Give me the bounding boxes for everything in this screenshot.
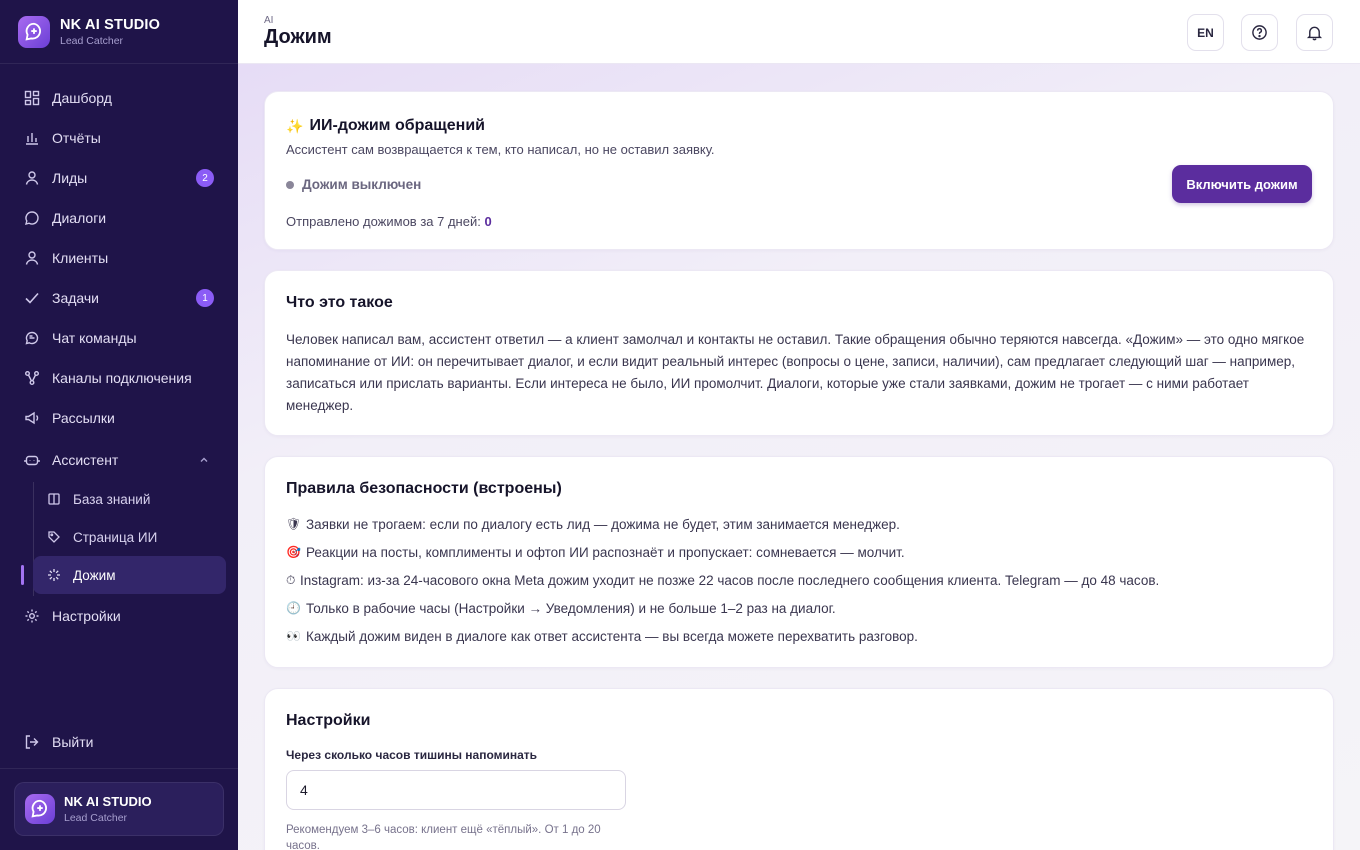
help-icon (1251, 24, 1268, 41)
followup-title: ИИ-дожим обращений (309, 117, 486, 134)
sidebar-item-ai-page[interactable] (33, 518, 226, 556)
rule-item (286, 622, 1316, 650)
rules-list (286, 510, 1316, 650)
sidebar-item-label: Диалоги (52, 210, 107, 226)
sidebar-item-mailings[interactable] (0, 398, 238, 438)
logout-button[interactable] (0, 722, 238, 762)
settings-title: Настройки (286, 712, 371, 729)
rule-text: Каждый дожим виден в диалоге как ответ ассистента — вы всегда можете перехватить разговор. (306, 628, 918, 644)
sidebar-item-label: Ассистент (52, 452, 119, 468)
sidebar-item-label: База знаний (73, 491, 151, 507)
leads-count-badge: 2 (196, 169, 214, 187)
hours-input[interactable] (286, 770, 626, 810)
logout-label: Выйти (52, 734, 94, 750)
team-chat-icon (24, 330, 40, 346)
followup-status-card (264, 91, 1334, 250)
breadcrumb[interactable]: AI (264, 15, 274, 26)
channels-icon (24, 370, 40, 386)
sidebar-item-leads[interactable] (0, 158, 238, 198)
chat-bubble-icon (24, 210, 40, 226)
sidebar (0, 0, 238, 850)
sidebar-item-tasks[interactable] (0, 278, 238, 318)
sidebar-item-settings[interactable] (0, 596, 238, 636)
target-icon: 🎯 (286, 545, 301, 559)
dashboard-icon (24, 90, 40, 106)
checkmark-icon (24, 290, 40, 306)
sidebar-item-label: Клиенты (52, 250, 109, 266)
sidebar-item-team-chat[interactable] (0, 318, 238, 358)
timer-icon: ⏱ (286, 572, 296, 587)
rule-item (286, 566, 1316, 594)
clock-icon: 🕘 (286, 601, 301, 615)
status-text: Дожим выключен (302, 177, 422, 192)
brand[interactable] (0, 0, 238, 64)
language-switch-button[interactable]: EN (1187, 14, 1224, 51)
sidebar-item-knowledge-base[interactable] (33, 480, 226, 518)
page-title: Дожим (264, 26, 332, 48)
sidebar-item-assistant[interactable] (0, 440, 238, 480)
robot-icon (24, 452, 40, 468)
followup-status (286, 177, 421, 192)
safety-rules-card (264, 456, 1334, 668)
account-card[interactable] (14, 782, 224, 836)
user-icon (24, 250, 40, 266)
about-card (264, 270, 1334, 436)
account-logo (25, 794, 55, 824)
status-dot (286, 181, 294, 189)
eyes-icon: 👀 (286, 629, 301, 643)
gear-icon (24, 608, 40, 624)
rule-item (286, 538, 1316, 566)
sidebar-item-label: Рассылки (52, 410, 115, 426)
top-header (238, 0, 1360, 64)
chevron-up-icon[interactable] (198, 454, 210, 466)
sidebar-item-label: Настройки (52, 608, 121, 624)
sidebar-divider (0, 768, 238, 769)
sidebar-item-dashboard[interactable] (0, 78, 238, 118)
sidebar-item-label: Задачи (52, 290, 100, 306)
sidebar-item-dialogs[interactable] (0, 198, 238, 238)
sidebar-item-followup[interactable] (33, 556, 226, 594)
rule-item (286, 594, 1316, 622)
account-name: NK AI STUDIO (64, 794, 152, 809)
sparkles-emoji: ✨ (286, 117, 304, 134)
sidebar-item-channels[interactable] (0, 358, 238, 398)
sidebar-item-label: Страница ИИ (73, 529, 158, 545)
bar-chart-icon (24, 130, 40, 146)
settings-card (264, 688, 1334, 850)
sidebar-item-label: Отчёты (52, 130, 101, 146)
sent-label: Отправлено дожимов за 7 дней: (286, 214, 481, 229)
logout-icon (24, 734, 40, 750)
rule-item (286, 510, 1316, 538)
account-subtitle: Lead Catcher (64, 812, 128, 824)
about-text: Человек написал вам, ассистент ответил — а клиент замолчал и контакты не оставил. Такие обращения обычно теряются навсегда. «Дожим» — это одно мягкое напоминание от ИИ: он перечитывает диалог, и если видит реальный интерес (вопросы о цене, записи, наличии), сам предлагает следующий шаг — например, записаться или прислать варианты. Если интереса не было, ИИ промолчит. Диалоги, которые уже стали заявками, дожим не трогает — с ними работает менеджер. (286, 332, 1305, 413)
megaphone-icon (24, 410, 40, 426)
hours-field-label: Через сколько часов тишины напоминать (286, 748, 538, 762)
tasks-count-badge: 1 (196, 289, 214, 307)
sidebar-item-label: Каналы подключения (52, 370, 192, 386)
brand-name: NK AI STUDIO (60, 16, 161, 33)
hours-hint: Рекомендуем 3–6 часов: клиент ещё «тёплый». От 1 до 20 часов. (286, 824, 601, 850)
rule-text: Instagram: из-за 24-часового окна Meta дожим уходит не позже 22 часов после последнего сообщения клиента. Telegram — до 48 часов. (300, 572, 1160, 588)
shield-icon: 🛡 (286, 517, 302, 531)
enable-followup-button[interactable]: Включить дожим (1172, 165, 1312, 203)
brand-subtitle: Lead Catcher (60, 34, 124, 47)
help-button[interactable] (1241, 14, 1278, 51)
sidebar-item-clients[interactable] (0, 238, 238, 278)
rule-text: Только в рабочие часы (Настройки → Уведомления) и не больше 1–2 раз на диалог. (306, 600, 836, 616)
sidebar-item-reports[interactable] (0, 118, 238, 158)
sidebar-item-label: Дожим (73, 567, 116, 583)
about-title: Что это такое (286, 294, 393, 311)
rule-text: Реакции на посты, комплименты и офтоп ИИ распознаёт и пропускает: сомневается — молчит. (306, 544, 905, 560)
tag-icon (47, 530, 61, 544)
sidebar-nav (0, 78, 238, 636)
notifications-button[interactable] (1296, 14, 1333, 51)
sent-counter (286, 214, 492, 229)
sidebar-item-label: Дашборд (52, 90, 112, 106)
sidebar-item-label: Чат команды (52, 330, 137, 346)
sent-count: 0 (484, 214, 492, 229)
assistant-submenu (0, 480, 238, 594)
app-logo (18, 16, 50, 48)
sidebar-item-label: Лиды (52, 170, 88, 186)
sparkle-icon (47, 568, 61, 582)
book-icon (47, 492, 61, 506)
rule-text: Заявки не трогаем: если по диалогу есть лид — дожима не будет, этим занимается менеджер. (306, 516, 900, 532)
bell-icon (1306, 24, 1323, 41)
rules-title: Правила безопасности (встроены) (286, 480, 562, 497)
main-content[interactable] (238, 64, 1360, 850)
followup-description: Ассистент сам возвращается к тем, кто написал, но не оставил заявку. (286, 142, 715, 157)
user-icon (24, 170, 40, 186)
